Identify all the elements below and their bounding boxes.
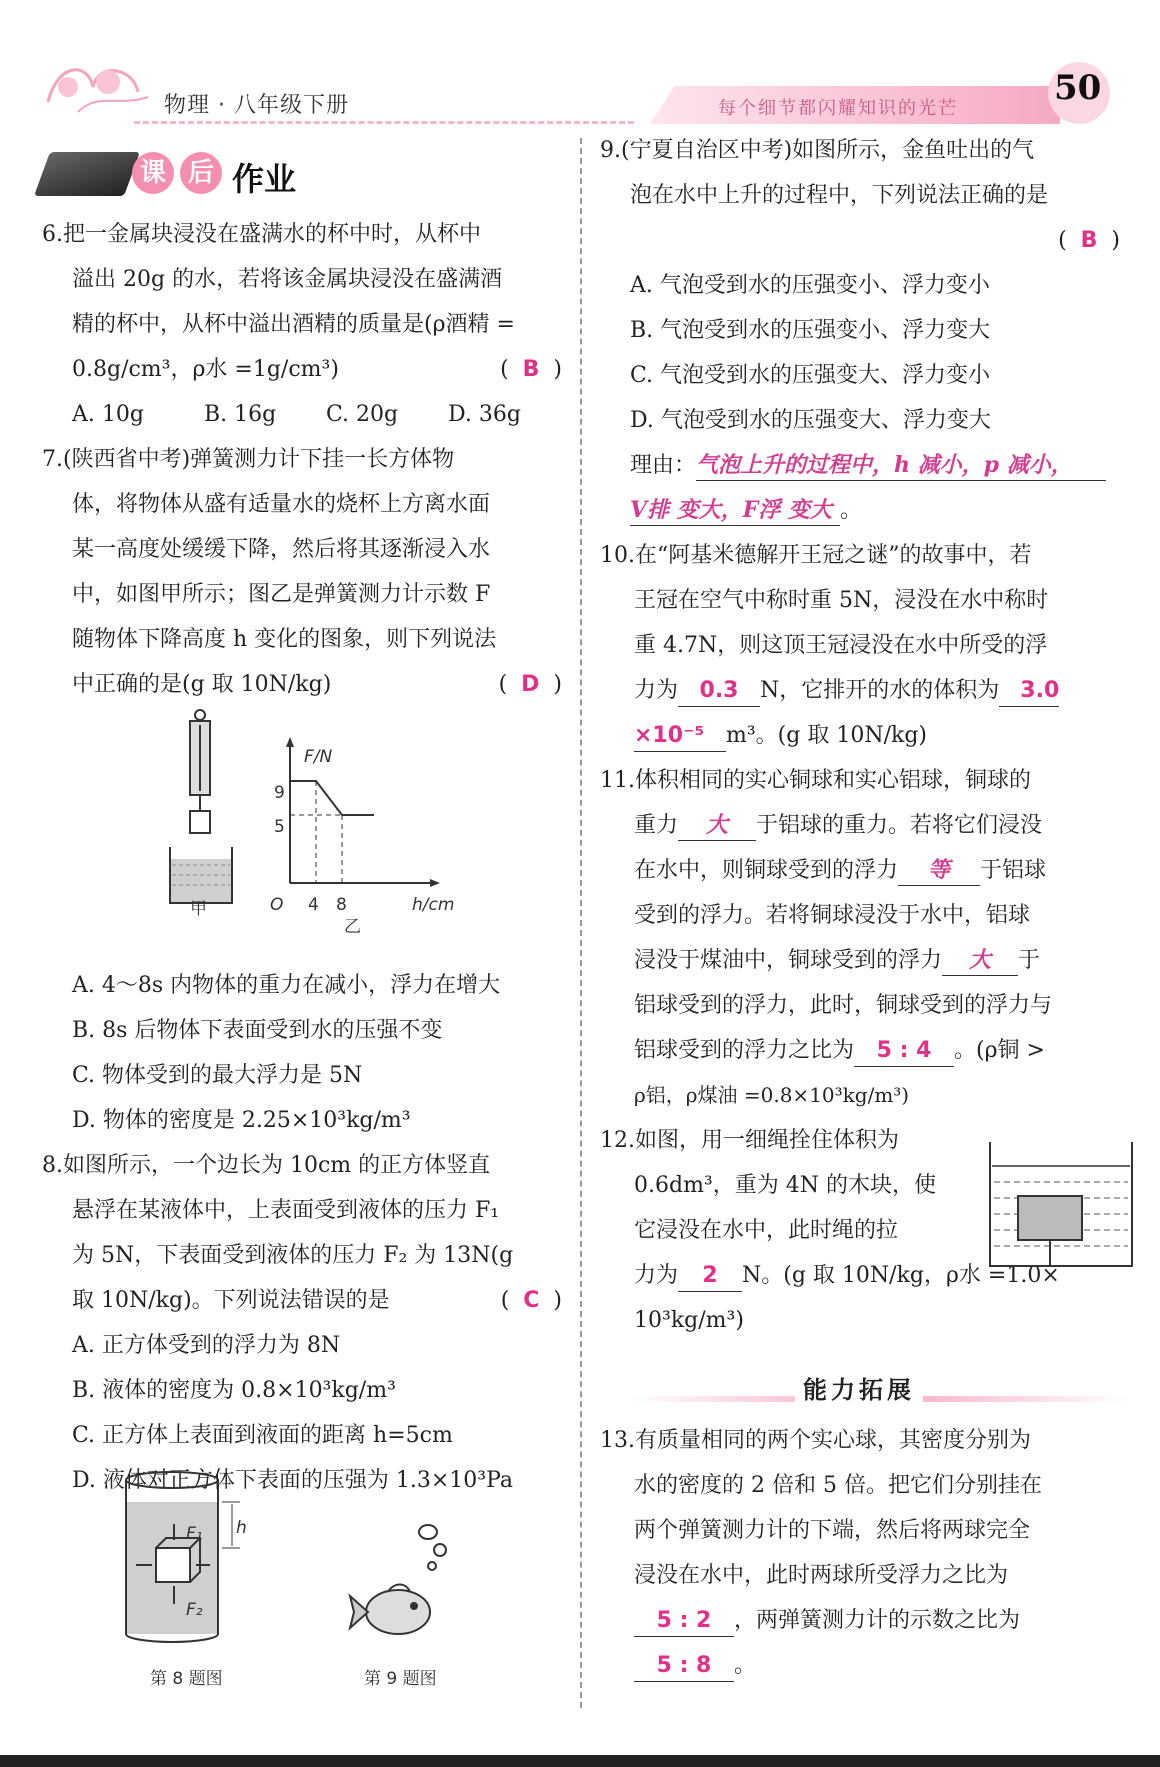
floral-ornament-icon xyxy=(38,52,158,122)
q11-answer-2: 等 xyxy=(898,855,980,886)
q13-line: 水的密度的 2 倍和 5 倍。把它们分别挂在 xyxy=(634,1473,1042,1498)
q7-line: 中，如图甲所示；图乙是弹簧测力计示数 F xyxy=(72,582,491,607)
q11-text: 于铝球 xyxy=(980,858,1047,883)
ability-section-header xyxy=(630,1370,1130,1414)
q11-text: 于 xyxy=(1018,948,1041,973)
graph-xlabel: h/cm xyxy=(412,895,455,915)
fig8-caption: 第 8 题图 xyxy=(150,1669,223,1689)
fig-label-jia: 甲 xyxy=(190,899,207,919)
q6-line-last xyxy=(42,347,562,392)
q6-option: D. 36g xyxy=(448,402,521,427)
bottom-bar xyxy=(0,1755,1160,1767)
q7-line: 中正确的是(g 取 10N/kg) xyxy=(72,672,332,697)
q13-line: 两个弹簧测力计的下端，然后将两球完全 xyxy=(634,1518,1031,1543)
graph-xtick: 8 xyxy=(336,895,347,915)
q7-answer: D xyxy=(521,672,540,697)
page-number: 50 xyxy=(1054,68,1102,108)
fig8-f2-label: F₂ xyxy=(186,1600,203,1620)
q9-reason-row xyxy=(600,443,1120,488)
q9-answer-row xyxy=(600,218,1120,263)
fig9-caption: 第 9 题图 xyxy=(364,1669,437,1689)
q11-answer-4: 5 : 4 xyxy=(854,1036,954,1067)
graph-ytick: 9 xyxy=(274,783,285,803)
q7-line: 随物体下降高度 h 变化的图象，则下列说法 xyxy=(72,627,497,652)
wood-block-in-water-figure xyxy=(988,1142,1138,1277)
q10-text: N，它排开的水的体积为 xyxy=(760,678,1000,703)
q11-text: 重力 xyxy=(634,813,679,838)
q9-option: D. 气泡受到水的压强变大、浮力变大 xyxy=(630,408,991,433)
q11-line: ρ铝，ρ煤油 =0.8×10³kg/m³) xyxy=(634,1083,910,1107)
q9-reason-line1: 气泡上升的过程中，h 减小，p 减小， xyxy=(696,450,1106,481)
header-slogan: 每个细节都闪耀知识的光芒 xyxy=(718,98,958,119)
section-char-2: 后 xyxy=(180,152,222,194)
q9-reason-row2 xyxy=(600,488,1120,533)
q6-option: A. 10g xyxy=(72,402,144,427)
graph-origin: O xyxy=(270,895,284,915)
q13-answer-1: 5 : 2 xyxy=(634,1606,734,1637)
q7-option: D. 物体的密度是 2.25×10³kg/m³ xyxy=(72,1108,411,1133)
fig8-f1-label: F₁ xyxy=(186,1524,203,1544)
q7-answer-paren: ( D ) xyxy=(498,672,562,697)
q11-text: 铝球受到的浮力之比为 xyxy=(634,1038,855,1063)
q8-line: 8.如图所示，一个边长为 10cm 的正方体竖直 xyxy=(42,1153,491,1178)
q8-line: 为 5N，下表面受到液体的压力 F₂ 为 13N(g xyxy=(72,1243,514,1268)
goldfish-bubbles-icon xyxy=(348,1520,458,1650)
q8-line: 取 10N/kg)。下列说法错误的是 xyxy=(72,1288,390,1313)
q13-block xyxy=(600,1418,1120,1688)
q10-line5 xyxy=(600,713,1120,758)
q11-line: 11.体积相同的实心铜球和实心铝球，铜球的 xyxy=(600,768,1031,793)
q13-line: 浸没在水中，此时两球所受浮力之比为 xyxy=(634,1563,1009,1588)
q10-line4 xyxy=(600,668,1120,713)
spring-scale-beaker-icon xyxy=(162,707,242,907)
q13-line5 xyxy=(600,1598,1120,1643)
q8-line: 悬浮在某液体中，上表面受到液体的压力 F₁ xyxy=(72,1198,500,1223)
q9-option: A. 气泡受到水的压强变小、浮力变小 xyxy=(630,273,990,298)
section-char-3: 作业 xyxy=(232,160,297,198)
book-title: 物理 · 八年级下册 xyxy=(164,93,349,118)
q12-line: 它浸没在水中，此时绳的拉 xyxy=(634,1218,899,1243)
q6-line: 6.把一金属块浸没在盛满水的杯中时，从杯中 xyxy=(42,222,481,247)
graph-xtick: 4 xyxy=(308,895,319,915)
q11-line: 铝球受到的浮力，此时，铜球受到的浮力与 xyxy=(634,993,1053,1018)
graph-ylabel: F/N xyxy=(304,747,333,767)
q7-line: 7.(陕西省中考)弹簧测力计下挂一长方体物 xyxy=(42,447,455,472)
q11-line3 xyxy=(600,848,1120,893)
section-char-1: 课 xyxy=(132,152,174,194)
q13-answer-2: 5 : 8 xyxy=(634,1651,734,1682)
q6-option: B. 16g xyxy=(204,402,277,427)
q6-answer-paren: ( B ) xyxy=(500,357,562,382)
q13-line6 xyxy=(600,1643,1120,1688)
left-column xyxy=(42,212,562,1503)
q6-option: C. 20g xyxy=(326,402,399,427)
cube-in-liquid-figure xyxy=(122,1468,252,1648)
q10-answer-1: 0.3 xyxy=(678,676,760,707)
q7-line: 某一高度处缓缓下降，然后将其逐渐浸入水 xyxy=(72,537,491,562)
q8-option: A. 正方体受到的浮力为 8N xyxy=(72,1333,341,1358)
q10-line: 重 4.7N，则这顶王冠浸没在水中所受的浮 xyxy=(634,633,1048,658)
q10-text: 力为 xyxy=(634,678,679,703)
q13-end: 。 xyxy=(734,1653,757,1678)
fig8-h-label: h xyxy=(236,1518,247,1538)
q9-line: 泡在水中上升的过程中，下列说法正确的是 xyxy=(630,183,1049,208)
q7-figure xyxy=(42,707,562,963)
q9-reason-line2: V排 变大，F浮 变大 xyxy=(630,495,840,526)
fig-label-yi: 乙 xyxy=(344,917,361,937)
q12-text: 力为 xyxy=(634,1263,679,1288)
force-height-graph xyxy=(264,733,444,903)
q11-line7 xyxy=(600,1028,1120,1073)
book-icon xyxy=(34,152,140,196)
q9-answer: B xyxy=(1080,228,1098,253)
section-header xyxy=(42,140,312,210)
q13-text: ，两弹簧测力计的示数之比为 xyxy=(734,1608,1021,1633)
q13-line: 13.有质量相同的两个实心球，其密度分别为 xyxy=(600,1428,1031,1453)
q8-option: C. 正方体上表面到液面的距离 h=5cm xyxy=(72,1423,453,1448)
q10-line: 10.在“阿基米德解开王冠之谜”的故事中，若 xyxy=(600,543,1032,568)
ability-title: 能力拓展 xyxy=(795,1370,923,1405)
q11-text: 浸没于煤油中，铜球受到的浮力 xyxy=(634,948,943,973)
q10-answer-2b: ×10⁻⁵ xyxy=(634,721,726,752)
q7-option: A. 4～8s 内物体的重力在减小，浮力在增大 xyxy=(72,973,501,998)
q11-text: 在水中，则铜球受到的浮力 xyxy=(634,858,899,883)
q12-line: 0.6dm³，重为 4N 的木块，使 xyxy=(634,1173,936,1198)
header-divider xyxy=(134,121,634,124)
q7-line: 体，将物体从盛有适量水的烧杯上方离水面 xyxy=(72,492,491,517)
q12-text: N。(g 取 10N/kg，ρ水 =1.0× xyxy=(742,1263,1060,1288)
column-divider xyxy=(580,138,582,1708)
q8-answer: C xyxy=(523,1288,540,1313)
q6-line: 0.8g/cm³，ρ水 =1g/cm³) xyxy=(72,357,339,382)
q8-option: B. 液体的密度为 0.8×10³kg/m³ xyxy=(72,1378,396,1403)
q12-line: 10³kg/m³) xyxy=(634,1308,744,1333)
q11-line5 xyxy=(600,938,1120,983)
q10-answer-2a: 3.0 xyxy=(999,676,1059,707)
q6-line: 溢出 20g 的水，若将该金属块浸没在盛满酒 xyxy=(72,267,503,292)
q11-answer-3: 大 xyxy=(942,945,1018,976)
q9-reason-end: 。 xyxy=(840,498,863,523)
graph-ytick: 5 xyxy=(274,817,285,837)
q6-answer: B xyxy=(522,357,540,382)
q12-line: 12.如图，用一细绳拴住体积为 xyxy=(600,1128,899,1153)
q11-line2 xyxy=(600,803,1120,848)
q6-line: 精的杯中，从杯中溢出酒精的质量是(ρ酒精 = xyxy=(72,312,515,337)
q9-reason-label: 理由： xyxy=(630,453,697,478)
q8-line-last xyxy=(42,1278,562,1323)
q7-line-last xyxy=(42,662,562,707)
q9-line: 9.(宁夏自治区中考)如图所示，金鱼吐出的气 xyxy=(600,138,1035,163)
q11-answer-1: 大 xyxy=(678,810,756,841)
q11-text: 于铝球的重力。若将它们浸没 xyxy=(756,813,1043,838)
q12-answer: 2 xyxy=(678,1261,742,1292)
q11-line: 受到的浮力。若将铜球浸没于水中，铝球 xyxy=(634,903,1031,928)
q10-line: 王冠在空气中称时重 5N，浸没在水中称时 xyxy=(634,588,1049,613)
q9-option: B. 气泡受到水的压强变小、浮力变大 xyxy=(630,318,991,343)
q9-answer-paren: ( B ) xyxy=(1058,228,1120,253)
q9-option: C. 气泡受到水的压强变大、浮力变小 xyxy=(630,363,991,388)
q7-option: C. 物体受到的最大浮力是 5N xyxy=(72,1063,363,1088)
q8-answer-paren: ( C ) xyxy=(500,1288,562,1313)
q10-text: m³。(g 取 10N/kg) xyxy=(726,723,927,748)
q8-option: D. 液体对正方体下表面的压强为 1.3×10³Pa xyxy=(72,1468,513,1493)
q6-options xyxy=(42,392,562,437)
q11-text: 。(ρ铜 > xyxy=(954,1038,1045,1063)
q7-option: B. 8s 后物体下表面受到水的压强不变 xyxy=(72,1018,443,1043)
